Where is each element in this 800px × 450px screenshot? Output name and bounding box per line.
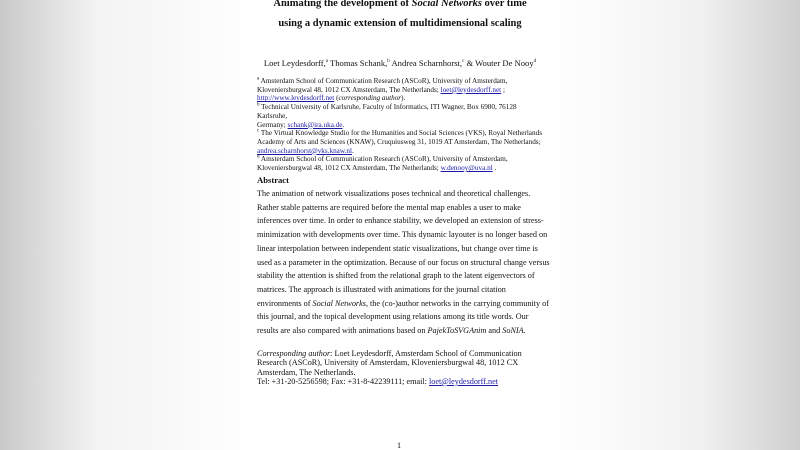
email-link[interactable]: w.denooy@uva.nl (440, 164, 493, 173)
paper-title-line-2: using a dynamic extension of multidimensional scaling (278, 18, 522, 29)
affiliation-c: $^c$ The Virtual Knowledge Studio for the Humanities and Social Sciences (VKS), Royal Netherlands Academy of Arts and Sciences (KNAW), Cruquiusweg 31, 1019 AT Amsterdam, The Netherlands; andrea.scharnhorst@vks.knaw.nl. (257, 128, 542, 155)
corresponding-author-block: Corresponding author: Loet Leydesdorff, Amsterdam School of Communication Research (ASCoR), University of Amsterdam, Kloveniersburgwal 48, 1012 CX Amsterdam, The Netherlands. Tel: +31-20-5256598; Fax: +31-8-42239111; email: loet@leydesdorff.net (257, 349, 522, 386)
email-link[interactable]: loet@leydesdorff.net (440, 85, 502, 94)
abstract-line: environments of Social Networks, the (co-)author networks in the carrying community of (257, 298, 549, 308)
abstract-line: stability the attention is shifted from the relational graph to the latent eigenvectors of (257, 271, 535, 281)
title-journal-name: Social Networks (411, 0, 482, 9)
affiliation-a: $^a$ Amsterdam School of Communication Research (ASCoR), University of Amsterdam, Kloveniersburgwal 48, 1012 CX Amsterdam, The Netherlands; loet@leydesdorff.net ; http://www.leydesdorff.net (corresponding author). (257, 76, 508, 103)
affiliation-b: $^b$ Technical University of Karlsruhe, Faculty of Informatics, ITI Wagner, Box 6980, 76128 Karlsruhe, Germany; schank@ira.uka.de. (257, 102, 517, 129)
author-name: Andrea Scharnhorst, (389, 58, 463, 68)
abstract-line: Rather stable patterns are required before the mental map enables a user to make (257, 202, 521, 212)
abstract-line: results are also compared with animations based on PajekToSVGAnim and SoNIA. (257, 326, 526, 336)
author-name: & Wouter De Nooy (464, 58, 534, 68)
abstract-line: The animation of network visualizations poses technical and theoretical challenges. (257, 189, 531, 198)
corresponding-author-label: Corresponding author (257, 349, 331, 358)
email-link[interactable]: loet@leydesdorff.net (429, 376, 499, 386)
abstract-line: minimization with developments over time. This dynamic layouter is no longer based on (257, 230, 548, 240)
abstract-line: used as a parameter in the optimization. Because of our focus on structural change versus (257, 257, 550, 267)
affiliations (257, 77, 547, 173)
email-link[interactable]: andrea.scharnhorst@vks.knaw.nl (257, 146, 352, 155)
affiliation-d: $^d$ Amsterdam School of Communication Research (ASCoR), University of Amsterdam, Kloveniersburgwal 48, 1012 CX Amsterdam, The Netherlands; w.denooy@uva.nl . (257, 154, 508, 173)
abstract-line: this journal, and the topical development using relations among its title words. Our (257, 312, 529, 322)
abstract-line: matrices. The approach is illustrated with animations for the journal citation (257, 284, 506, 294)
abstract-body (257, 187, 550, 338)
website-link[interactable]: http://www.leydesdorff.net (257, 94, 335, 103)
author-name: Loet Leydesdorff, (263, 58, 326, 68)
page-number: 1 (397, 441, 402, 450)
abstract-line: linear interpolation between independent static visualizations, but change over time is (257, 243, 538, 253)
author-list: Loet Leydesdorff,$^a$ Thomas Schank,$^b$ Andrea Scharnhorst,$^c$ & Wouter De Nooy$^d$ (263, 58, 537, 68)
email-link[interactable]: schank@ira.uka.de (287, 120, 343, 129)
abstract-line: inferences over time. In order to enhance stability, we developed an extension of stress- (257, 216, 544, 226)
author-name: Thomas Schank, (327, 58, 388, 68)
abstract-heading: Abstract (257, 175, 289, 185)
paper-title-line-1: Animating the development of Social Networks over time (273, 0, 527, 9)
